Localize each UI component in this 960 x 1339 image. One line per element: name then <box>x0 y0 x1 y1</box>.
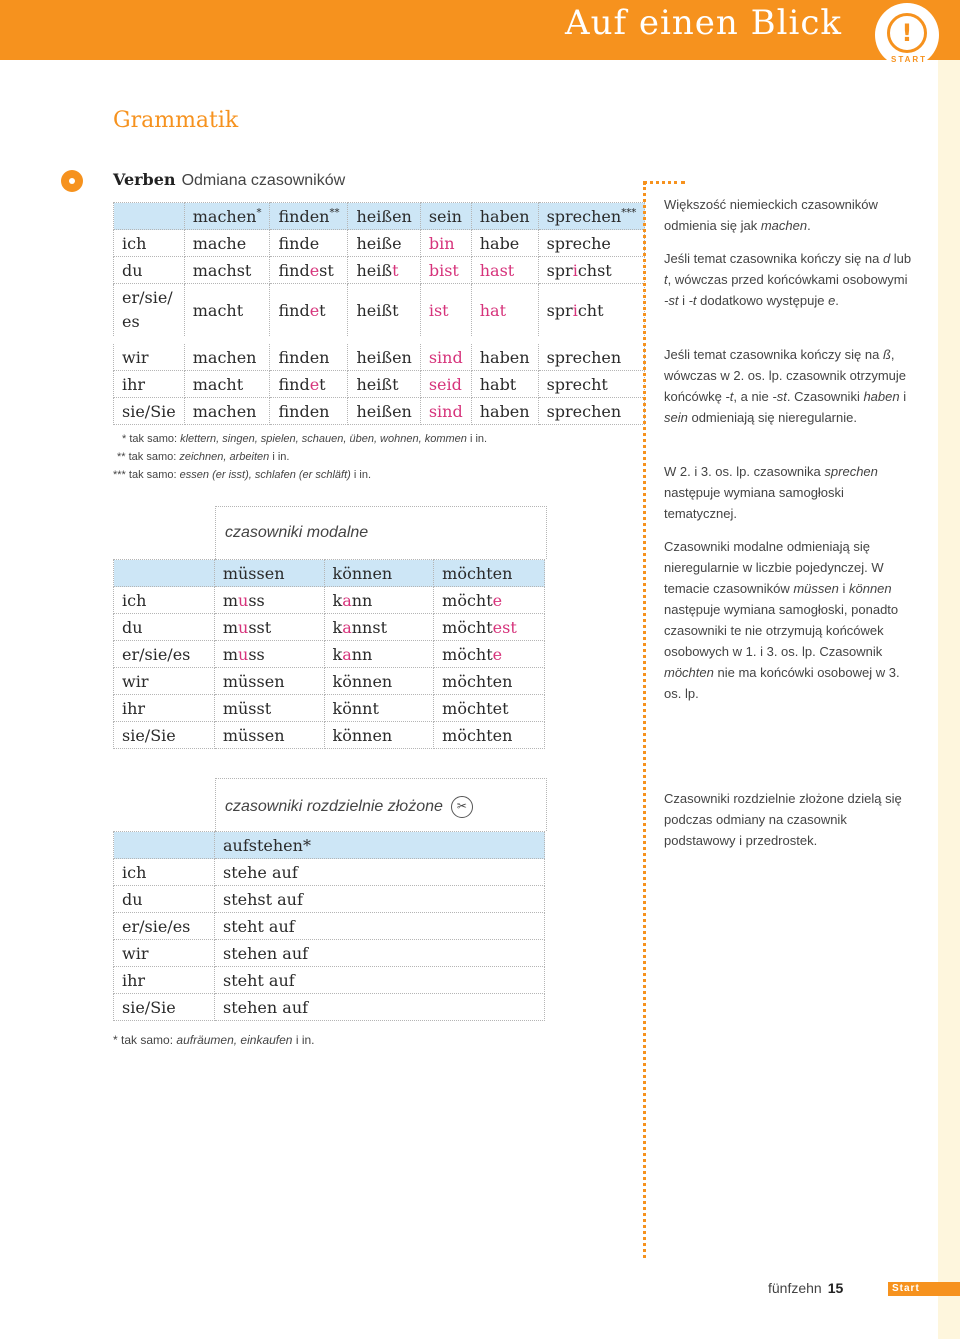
verb-form-cell: habt <box>471 371 538 398</box>
modal-form-cell: können <box>324 722 434 749</box>
verb-form-cell: spreche <box>538 230 645 257</box>
page-number: fünfzehn 15 <box>768 1280 844 1296</box>
modal-title: czasowniki modalne <box>225 524 369 541</box>
separable-row <box>114 967 545 994</box>
verb-form-cell: heißt <box>348 371 420 398</box>
verbs-col-header: finden** <box>270 203 348 230</box>
verbs-row <box>114 398 645 425</box>
verb-form-cell: hast <box>471 257 538 284</box>
notes-divider-top <box>643 181 685 184</box>
pronoun-cell: sie/Sie <box>114 398 185 425</box>
verbs-header-corner <box>114 203 185 230</box>
verbs-table <box>113 202 645 425</box>
note-3: Jeśli temat czasownika kończy się na ß, wówczas w 2. os. lp. czasownik otrzymuje końcówkę -t, a nie -st. Czasowniki haben i sein odmieniają się nieregularnie. <box>664 347 907 425</box>
separable-form-cell: stehen auf <box>215 940 545 967</box>
bullet-icon <box>61 170 83 192</box>
pronoun-cell: du <box>114 614 215 641</box>
modal-header-corner <box>114 560 215 587</box>
verb-form-cell: heißen <box>348 398 420 425</box>
modal-form-cell: möchte <box>434 587 545 614</box>
verb-form-cell: machen <box>184 340 270 371</box>
verb-form-cell: heißt <box>348 257 420 284</box>
section-title: Grammatik <box>113 108 239 133</box>
verb-form-cell: findest <box>270 257 348 284</box>
modal-col-header: können <box>324 560 434 587</box>
verbs-footnote-3: *** tak samo: essen (er isst), schlafen (er schläft) i in. <box>113 469 372 481</box>
note-2: Jeśli temat czasownika kończy się na d lub t, wówczas przed końcówkami osobowymi -st i -t dodatkowo występuje e. <box>664 251 912 308</box>
separable-title: czasowniki rozdzielnie złożone ✂ <box>225 796 473 818</box>
modal-col-header: möchten <box>434 560 545 587</box>
separable-form-cell: steht auf <box>215 967 545 994</box>
separable-row <box>114 859 545 886</box>
verb-form-cell: sind <box>420 398 471 425</box>
verb-form-cell: heiße <box>348 230 420 257</box>
verb-form-cell: findet <box>270 371 348 398</box>
pronoun-cell: er/sie/es <box>114 641 215 668</box>
verb-form-cell: sprichst <box>538 257 645 284</box>
verb-form-cell: finden <box>270 340 348 371</box>
modal-form-cell: möchten <box>434 722 545 749</box>
badge-label: START <box>891 55 928 64</box>
verbs-col-header: machen* <box>184 203 270 230</box>
modal-row <box>114 641 545 668</box>
pronoun-cell: ich <box>114 587 215 614</box>
verbs-row <box>114 230 645 257</box>
modal-header-row <box>114 560 545 587</box>
verb-form-cell: spricht <box>538 284 645 341</box>
verb-form-cell: bist <box>420 257 471 284</box>
modal-row <box>114 614 545 641</box>
verbs-row <box>114 284 645 341</box>
pronoun-cell: er/sie/es <box>114 913 215 940</box>
verbs-row <box>114 371 645 398</box>
verb-form-cell: macht <box>184 284 270 341</box>
separable-form-cell: stehe auf <box>215 859 545 886</box>
verbs-footnote-2: ** tak samo: zeichnen, arbeiten i in. <box>117 451 290 463</box>
verbs-row <box>114 257 645 284</box>
verb-form-cell: hat <box>471 284 538 341</box>
separable-row <box>114 940 545 967</box>
modal-table <box>113 559 545 749</box>
verb-form-cell: machen <box>184 398 270 425</box>
verbs-footnote-1: * tak samo: klettern, singen, spielen, schauen, üben, wohnen, kommen i in. <box>122 433 488 445</box>
verb-form-cell: habe <box>471 230 538 257</box>
modal-form-cell: möchten <box>434 668 545 695</box>
modal-form-cell: möchtest <box>434 614 545 641</box>
modal-row <box>114 695 545 722</box>
verb-form-cell: macht <box>184 371 270 398</box>
pronoun-cell: du <box>114 886 215 913</box>
exclamation-icon: ! <box>887 13 927 53</box>
verb-form-cell: machst <box>184 257 270 284</box>
start-badge <box>875 3 939 67</box>
separable-table <box>113 831 545 1021</box>
pronoun-cell: ihr <box>114 967 215 994</box>
page-header <box>0 0 960 64</box>
note-4: W 2. i 3. os. lp. czasownika sprechen następuje wymiana samogłoski tematycznej. <box>664 464 878 521</box>
modal-form-cell: müsst <box>214 695 324 722</box>
verb-form-cell: ist <box>420 284 471 341</box>
modal-form-cell: kann <box>324 641 434 668</box>
note-5: Czasowniki modalne odmieniają się nieregularnie w liczbie pojedynczej. W temacie czasowników müssen i können następuje wymiana samogłoski, ponadto czasowniki te nie otrzymują końcówek osobowych w 1. i 3. os. lp. Czasownik möchten nie ma końcówki osobowej w 3. os. lp. <box>664 539 900 701</box>
verb-form-cell: sind <box>420 340 471 371</box>
verb-form-cell: findet <box>270 284 348 341</box>
verbs-col-header: sein <box>420 203 471 230</box>
pronoun-cell: ihr <box>114 695 215 722</box>
modal-form-cell: kann <box>324 587 434 614</box>
modal-form-cell: müssen <box>214 668 324 695</box>
pronoun-cell: sie/Sie <box>114 994 215 1021</box>
modal-form-cell: könnt <box>324 695 434 722</box>
verbs-header-row <box>114 203 645 230</box>
verbs-col-header: heißen <box>348 203 420 230</box>
modal-form-cell: musst <box>214 614 324 641</box>
header-title: Auf einen Blick <box>565 3 842 43</box>
verb-form-cell: mache <box>184 230 270 257</box>
verb-form-cell: heißen <box>348 340 420 371</box>
modal-form-cell: möchte <box>434 641 545 668</box>
pronoun-cell: ich <box>114 230 185 257</box>
verbs-col-header: haben <box>471 203 538 230</box>
verb-form-cell: bin <box>420 230 471 257</box>
modal-row <box>114 668 545 695</box>
modal-row <box>114 587 545 614</box>
verb-form-cell: finde <box>270 230 348 257</box>
verbs-col-header: sprechen*** <box>538 203 645 230</box>
modal-form-cell: können <box>324 668 434 695</box>
separable-row <box>114 994 545 1021</box>
pronoun-cell: ich <box>114 859 215 886</box>
separable-form-cell: stehst auf <box>215 886 545 913</box>
pronoun-cell: er/sie/ es <box>114 284 185 341</box>
separable-row <box>114 886 545 913</box>
separable-row <box>114 913 545 940</box>
modal-col-header: müssen <box>214 560 324 587</box>
separable-col-header: aufstehen* <box>215 832 545 859</box>
verbs-title: Verben <box>113 170 176 189</box>
pronoun-cell: sie/Sie <box>114 722 215 749</box>
note-1: Większość niemieckich czasowników odmienia się jak machen. <box>664 197 878 233</box>
pronoun-cell: du <box>114 257 185 284</box>
separable-footnote: * tak samo: aufräumen, einkaufen i in. <box>113 1033 315 1047</box>
verb-form-cell: sprecht <box>538 371 645 398</box>
modal-form-cell: kannst <box>324 614 434 641</box>
scissors-icon: ✂ <box>451 796 473 818</box>
notes-divider <box>643 182 646 1258</box>
note-6: Czasowniki rozdzielnie złożone dzielą się podczas odmiany na czasownik podstawowy i przedrostek. <box>664 791 902 848</box>
modal-form-cell: muss <box>214 587 324 614</box>
verbs-subtitle: Odmiana czasowników <box>181 172 346 189</box>
verbs-heading <box>113 170 345 190</box>
sidebar-strip <box>938 60 960 1339</box>
verb-form-cell: seid <box>420 371 471 398</box>
modal-form-cell: möchtet <box>434 695 545 722</box>
separable-form-cell: stehen auf <box>215 994 545 1021</box>
modal-form-cell: müssen <box>214 722 324 749</box>
separable-header-row <box>114 832 545 859</box>
verb-form-cell: sprechen <box>538 340 645 371</box>
pronoun-cell: wir <box>114 340 185 371</box>
separable-header-corner <box>114 832 215 859</box>
verb-form-cell: sprechen <box>538 398 645 425</box>
pronoun-cell: wir <box>114 668 215 695</box>
separable-form-cell: steht auf <box>215 913 545 940</box>
pronoun-cell: wir <box>114 940 215 967</box>
verb-form-cell: finden <box>270 398 348 425</box>
modal-form-cell: muss <box>214 641 324 668</box>
verb-form-cell: heißt <box>348 284 420 341</box>
pronoun-cell: ihr <box>114 371 185 398</box>
verb-form-cell: haben <box>471 398 538 425</box>
verbs-row <box>114 340 645 371</box>
verb-form-cell: haben <box>471 340 538 371</box>
footer-tag: Start <box>888 1282 960 1296</box>
modal-row <box>114 722 545 749</box>
